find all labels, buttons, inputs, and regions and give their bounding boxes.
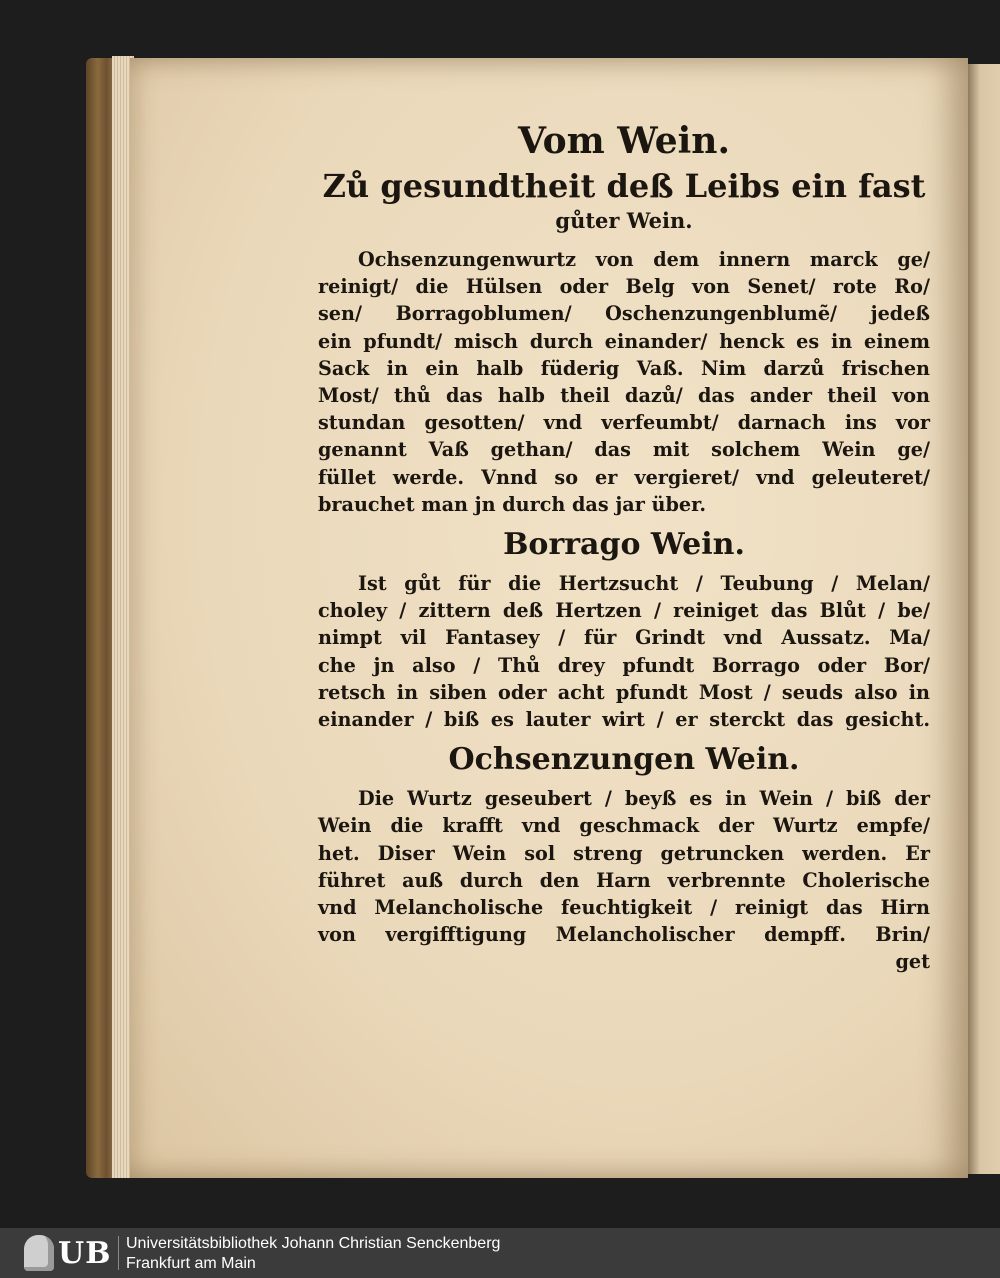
text-line: che jn also / Thů drey pfundt Borrago oder Bor/: [318, 653, 930, 677]
text-line: choley / zittern deß Hertzen / reiniget das Blůt / be/: [318, 599, 930, 623]
section3-heading: Ochsenzungen Wein.: [448, 742, 800, 778]
page-content: [318, 118, 930, 976]
text-line: vnd Melancholische feuchtigkeit / reinigt das Hirn: [318, 896, 930, 920]
text-line: sen/ Borragoblumen/ Oschenzungenblumẽ/ jedeß: [318, 302, 930, 326]
section3-paragraph: [318, 785, 930, 975]
library-logo[interactable]: [24, 1234, 114, 1272]
section2-heading: Borrago Wein.: [503, 527, 745, 563]
text-line: Wein die krafft vnd geschmack der Wurtz empfe/: [318, 814, 930, 838]
text-line: reinigt/ die Hülsen oder Belg von Senet/ rote Ro/: [318, 275, 930, 299]
institution-line1: Universitätsbibliothek Johann Christian Senckenberg: [126, 1235, 501, 1252]
institution-line2: Frankfurt am Main: [126, 1255, 256, 1272]
text-line: het. Diser Wein sol streng getruncken werden. Er: [318, 841, 930, 865]
text-line: von vergifftigung Melancholischer dempff. Brin/: [318, 923, 930, 947]
text-line: Die Wurtz geseubert / beyß es in Wein / biß der: [358, 787, 930, 811]
text-line: retsch in siben oder acht pfundt Most / seuds also in: [318, 680, 930, 704]
text-line: Most/ thů das halb theil dazů/ das ander theil von: [318, 384, 930, 408]
section1-subheading: gůter Wein.: [555, 208, 693, 233]
text-line: genannt Vaß gethan/ das mit solchem Wein ge/: [318, 438, 930, 462]
footer-divider: [118, 1236, 119, 1270]
text-line: führet auß durch den Harn verbrennte Cholerische: [318, 868, 930, 892]
section1-paragraph: [318, 246, 930, 518]
section1-heading: Zů gesundtheit deß Leibs ein fast: [322, 167, 926, 205]
logo-text: UB: [58, 1235, 112, 1271]
text-line: Ochsenzungenwurtz von dem innern marck ge/: [358, 248, 930, 271]
page-title: Vom Wein.: [517, 120, 731, 162]
text-line: füllet werde. Vnnd so er vergieret/ vnd geleuteret/: [318, 465, 930, 489]
facing-page-edge: [968, 64, 1000, 1174]
text-line: brauchet man jn durch das jar über.: [318, 492, 707, 516]
text-line: stundan gesotten/ vnd verfeumbt/ darnach ins vor: [318, 411, 930, 435]
footer-bar: [0, 1228, 1000, 1278]
section2-paragraph: [318, 570, 930, 733]
text-line: ein pfundt/ misch durch einander/ henck es in einem: [318, 329, 930, 353]
senckenberg-portrait-icon: [24, 1235, 54, 1271]
catchword: get: [895, 950, 930, 974]
text-line: nimpt vil Fantasey / für Grindt vnd Aussatz. Ma/: [318, 626, 930, 650]
text-line: Sack in ein halb füderig Vaß. Nim darzů frischen: [318, 356, 930, 380]
text-line: einander / biß es lauter wirt / er sterckt das gesicht.: [318, 708, 930, 732]
institution-name[interactable]: [126, 1234, 500, 1274]
text-line: Ist gůt für die Hertzsucht / Teubung / Melan/: [358, 572, 930, 596]
